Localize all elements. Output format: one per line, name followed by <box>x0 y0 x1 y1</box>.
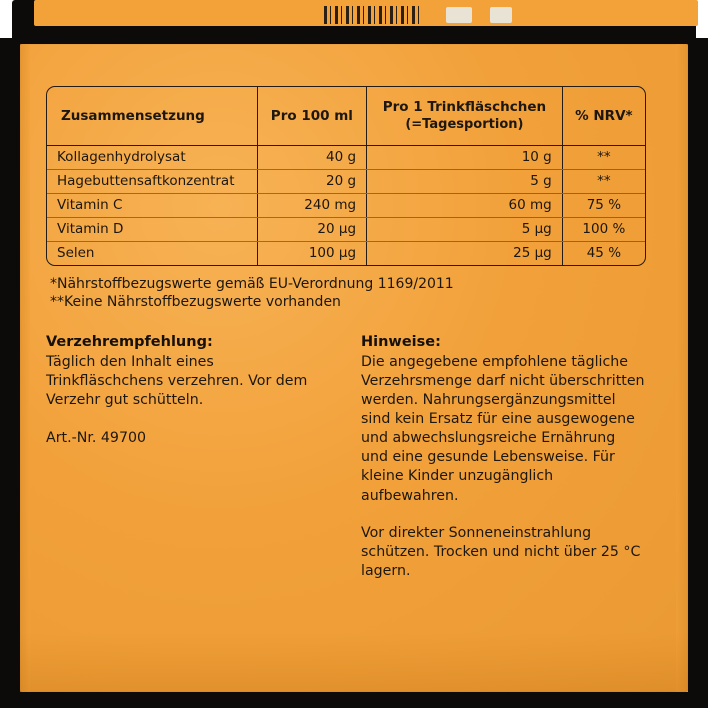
cell-nutrient-name: Hagebuttensaftkonzentrat <box>47 170 257 194</box>
table-row <box>47 217 645 241</box>
notes-text-primary: Die angegebene empfohlene tägliche Verzehrsmenge darf nicht überschritten werden. Nahrungsergänzungsmittel sind kein Ersatz für eine ausgewogene und abwechslungsreiche Ernährung und eine gesunde Lebensweise. Für kleine Kinder unzugänglich aufbewahren. <box>361 354 645 504</box>
package-bottom-edge <box>0 692 708 708</box>
cell-nutrient-name: Vitamin D <box>47 217 257 241</box>
consumption-recommendation-section <box>46 334 331 580</box>
cell-per-bottle: 5 µg <box>367 217 563 241</box>
column-header-per-bottle <box>367 87 563 146</box>
cell-per-100ml: 20 g <box>257 170 366 194</box>
column-header-per-bottle-main: Pro 1 Trinkfläschchen <box>382 99 547 115</box>
info-columns <box>46 334 646 580</box>
package-top-band <box>12 0 696 46</box>
cell-per-100ml: 20 µg <box>257 217 366 241</box>
footnote-nrv: *Nährstoffbezugswerte gemäß EU-Verordnung 1169/2011 <box>50 275 454 292</box>
table-row <box>47 170 645 194</box>
table-row <box>47 193 645 217</box>
cell-per-bottle: 25 µg <box>367 241 563 264</box>
barcode-icon <box>324 6 422 24</box>
cell-nrv: 75 % <box>562 193 645 217</box>
column-header-per-100ml: Pro 100 ml <box>257 87 366 146</box>
face-shading-right <box>676 44 688 692</box>
article-number: Art.-Nr. 49700 <box>46 430 147 447</box>
package-left-edge <box>0 38 22 696</box>
cell-per-100ml: 40 g <box>257 146 366 170</box>
table-footnotes <box>46 275 646 313</box>
package-right-edge <box>688 38 708 696</box>
table-row <box>47 146 645 170</box>
package-top-flap <box>34 0 698 26</box>
cell-nutrient-name: Selen <box>57 244 95 261</box>
print-mark-icon <box>490 7 512 23</box>
consumption-recommendation-text: Täglich den Inhalt eines Trinkfläschchens verzehren. Vor dem Verzehr gut schütteln. <box>46 354 308 409</box>
notes-heading: Hinweise: <box>361 334 441 351</box>
column-header-composition: Zusammensetzung <box>47 87 257 146</box>
cell-nrv: ** <box>562 170 645 194</box>
notes-section <box>361 334 646 580</box>
cell-nutrient-name: Kollagenhydrolysat <box>47 146 257 170</box>
face-shading-left <box>20 44 30 692</box>
consumption-recommendation-heading: Verzehrempfehlung: <box>46 334 213 351</box>
cell-per-100ml: 100 µg <box>257 241 366 264</box>
label-content <box>46 86 646 581</box>
cell-nrv: 45 % <box>562 241 645 264</box>
cell-per-bottle: 5 g <box>367 170 563 194</box>
cell-per-bottle: 60 mg <box>367 193 563 217</box>
column-header-nrv: % NRV* <box>562 87 645 146</box>
face-shading-bottom <box>20 632 688 692</box>
print-mark-icon <box>446 7 472 23</box>
cell-nrv: 100 % <box>562 217 645 241</box>
footnote-no-nrv: **Keine Nährstoffbezugswerte vorhanden <box>50 294 341 311</box>
table-header-row <box>47 87 645 146</box>
cell-per-100ml: 240 mg <box>257 193 366 217</box>
cell-nutrient-name: Vitamin C <box>47 193 257 217</box>
cell-per-bottle: 10 g <box>367 146 563 170</box>
nutrition-table <box>46 86 646 266</box>
cell-nrv: ** <box>562 146 645 170</box>
table-row <box>47 241 645 264</box>
notes-text-storage: Vor direkter Sonneneinstrahlung schützen. Trocken und nicht über 25 °C lagern. <box>361 524 641 579</box>
column-header-per-bottle-sub: (=Tagesportion) <box>405 116 524 132</box>
